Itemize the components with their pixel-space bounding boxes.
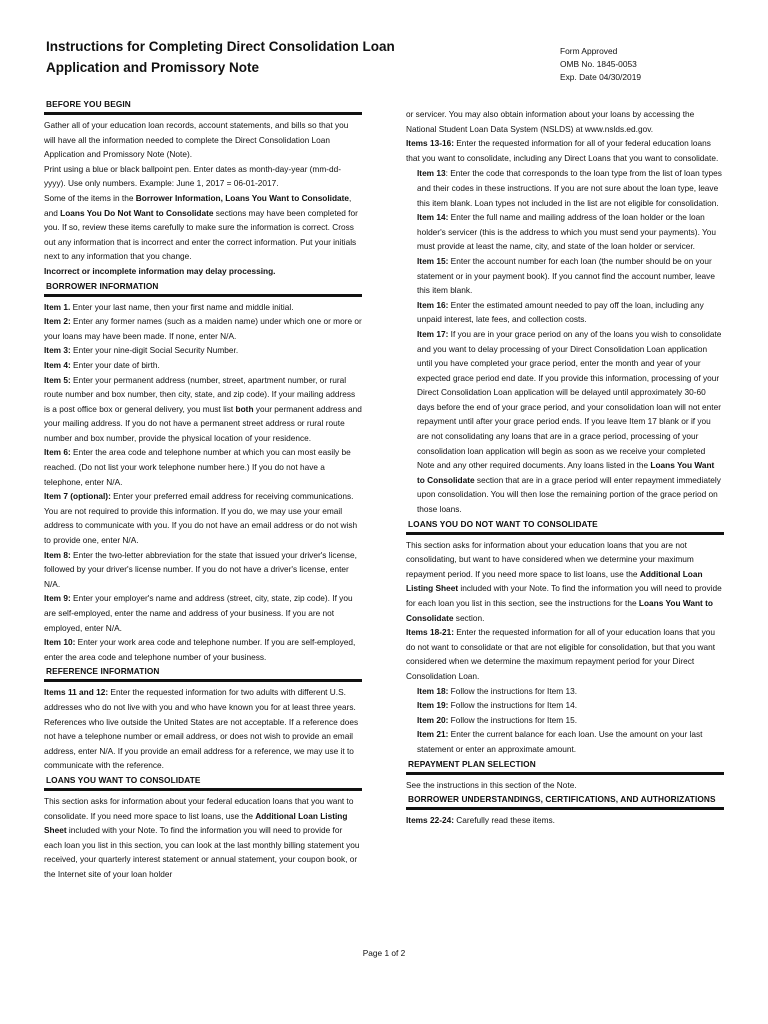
paragraph: Some of the items in the Borrower Information, Loans You Want to Consolidate, and Loans You Do Not Want to Consolidate sections may have been completed for you. If so, review these items carefully to make sure the information is correct. Cross out any information that is incorrect and enter the correct information. Put your initials next to any information that you change. <box>44 192 358 262</box>
left-column <box>44 97 362 882</box>
item-3: Item 3: Enter your nine-digit Social Security Number. <box>44 345 239 356</box>
item-10: Item 10: Enter your work area code and telephone number. If you are self-employed, enter the area code and telephone number of your business. <box>44 637 356 662</box>
paragraph-continued: or servicer. You may also obtain information about your loans by accessing the National Student Loan Data System (NSLDS) at www.nslds.ed.gov. <box>406 109 695 134</box>
item-20: Item 20: Follow the instructions for Item 15. <box>417 714 578 725</box>
items-18-21: Items 18-21: Enter the requested information for all of your education loans that you do not want to consolidate or that are not eligible for consolidation, but that you want considered when we determine the maximum repayment period for your Direct Consolidation Loan. <box>406 627 716 681</box>
item-14: Item 14: Enter the full name and mailing address of the loan holder or the loan holder's servicer (this is the address to which you must send your payments). You must provide at least the name, city, and state of the loan holder or servicer. <box>417 212 717 252</box>
paragraph: This section asks for information about your federal education loans that you want to consolidate. If you need more space to list loans, use the Additional Loan Listing Sheet included with your Note. To find the information you will need to provide for each loan you list in this section, you can look at the last monthly billing statement you received, your quarterly interest statement or annual statement, your coupon book, or the Internet site of your loan holder <box>44 795 360 879</box>
title-line-1: Instructions for Completing Direct Consolidation Loan <box>46 39 395 54</box>
item-2: Item 2: Enter any former names (such as a maiden name) under which one or more or your loans may have been made. If none, enter N/A. <box>44 316 362 341</box>
paragraph: Gather all of your education loan records, account statements, and bills so that you will have all the information needed to complete the Direct Consolidation Loan Application and Promissory Note (Note). <box>44 120 349 160</box>
item-1: Item 1. Enter your last name, then your first name and middle initial. <box>44 301 294 312</box>
section-heading-repayment-plan-selection: REPAYMENT PLAN SELECTION <box>406 757 724 775</box>
items-11-12: Items 11 and 12: Enter the requested information for two adults with different U.S. addresses who do not live with you and who have known you for at least three years. References who live outside the United States are not acceptable. If a reference does not have a telephone number or email address, or does not wish to provide an email address, enter N/A. If you provide an email address for a reference, we may use it to communicate with the reference. <box>44 687 359 771</box>
items-22-24: Items 22-24: Carefully read these items. <box>406 815 555 826</box>
section-heading-reference-information: REFERENCE INFORMATION <box>44 664 362 682</box>
form-approval-block <box>560 45 641 84</box>
expiration-date: Exp. Date 04/30/2019 <box>560 72 642 82</box>
right-column <box>406 107 724 828</box>
form-approved-label: Form Approved <box>560 46 618 56</box>
document-title <box>46 36 406 78</box>
item-8: Item 8: Enter the two-letter abbreviation for the state that issued your driver's license, followed by your driver's license number. If you do not have a driver's license, enter N/A. <box>44 549 357 589</box>
item-6: Item 6: Enter the area code and telephone number at which you can most easily be reached. (Do not list your work telephone number here.) If you do not have a telephone, enter N/A. <box>44 447 351 487</box>
item-17: Item 17: If you are in your grace period on any of the loans you wish to consolidate and you want to delay processing of your Direct Consolidation Loan application until you have completed your grace period, enter the month and year of your expected grace period end date. If you provide this information, processing of your Direct Consolidation Loan application will be delayed until approximately 30-60 days before the end of your grace period, and your consolidation loan will not enter repayment until after your grace period ends. If you leave Item 17 blank or if you are not consolidating any loans that are in a grace period, processing of your consolidation loan application will begin as soon as we receive your completed Note and any other required documents. Any loans listed in the Loans You Want to Consolidate section that are in a grace period will enter repayment immediately upon consolidation. You will then lose the remaining portion of the grace period on those loans. <box>417 328 722 515</box>
paragraph: See the instructions in this section of the Note. <box>406 779 577 790</box>
item-15: Item 15: Enter the account number for each loan (the number should be on your statement or in your payment book). If you cannot find the account number, leave this item blank. <box>417 255 715 296</box>
paragraph: Print using a blue or black ballpoint pen. Enter dates as month-day-year (mm-dd-yyyy). Use only numbers. Example: June 1, 2017 = 06-01-2017. <box>44 163 341 189</box>
paragraph: This section asks for information about your education loans that you are not consolidating, but want to have considered when we determine your maximum repayment period. If you need more space to list loans, use the Additional Loan Listing Sheet included with your Note. To find the information you will need to provide for each loan you list in this section, see the instructions for the Loans You Want to Consolidate section. <box>406 539 722 623</box>
item-5: Item 5: Enter your permanent address (number, street, apartment number, or rural route number and box number, then city, state, and zip code). If your mailing address is a post office box or general delivery, you must list both your permanent address and your mailing address. If you do not have a permanent street address or rural route number and box number, provide the physical location of your residence. <box>44 374 362 443</box>
paragraph: Incorrect or incomplete information may delay processing. <box>44 265 276 276</box>
section-heading-before-you-begin: BEFORE YOU BEGIN <box>44 97 362 115</box>
omb-number: OMB No. 1845-0053 <box>560 59 637 69</box>
items-13-16: Items 13-16: Enter the requested information for all of your federal education loans that you want to consolidate, including any Direct Loans that you want to consolidate. <box>406 138 719 163</box>
title-line-2: Application and Promissory Note <box>46 60 260 75</box>
item-21: Item 21: Enter the current balance for each loan. Use the amount on your last statement or enter an approximate amount. <box>417 729 703 754</box>
section-heading-loans-you-do-not-want-to-consolidate: LOANS YOU DO NOT WANT TO CONSOLIDATE <box>406 517 724 535</box>
item-16: Item 16: Enter the estimated amount needed to pay off the loan, including any unpaid interest, late fees, and collection costs. <box>417 299 704 325</box>
section-heading-borrower-information: BORROWER INFORMATION <box>44 279 362 297</box>
item-18: Item 18: Follow the instructions for Item 13. <box>417 685 578 696</box>
page-number: Page 1 of 2 <box>362 948 406 958</box>
section-heading-loans-you-want-to-consolidate: LOANS YOU WANT TO CONSOLIDATE <box>44 773 362 791</box>
item-4: Item 4: Enter your date of birth. <box>44 359 160 370</box>
item-13: Item 13: Enter the code that corresponds to the loan type from the list of loan types and their codes in these instructions. If you are not sure about the loan type, leave this item blank. Loan types not included in the list are not eligible for consolidation. <box>417 168 722 208</box>
section-heading-borrower-understandings: BORROWER UNDERSTANDINGS, CERTIFICATIONS, AND AUTHORIZATIONS <box>406 792 724 810</box>
item-19: Item 19: Follow the instructions for Item 14. <box>417 700 578 711</box>
item-7: Item 7 (optional): Enter your preferred email address for receiving communications. You are not required to provide this information. If you do, we may use your email address to communicate with you. If you do not have an email address or do not wish to provide one, enter N/A. <box>44 491 358 546</box>
item-9: Item 9: Enter your employer's name and address (street, city, state, zip code). If you are self-employed, enter the name and address of your business. If you are not employed, enter N/A. <box>44 593 353 633</box>
